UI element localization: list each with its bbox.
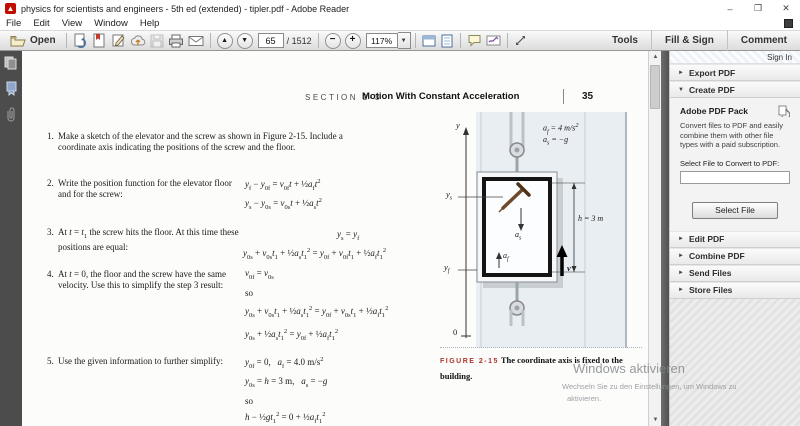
maximize-button[interactable]: ❐ [753, 3, 763, 13]
step-text: At t = 0, the floor and the screw have the same velocity. Use this to simplify the step 3 result: [58, 269, 227, 290]
section-send-files[interactable] [670, 265, 800, 282]
figure-label-v: v [567, 263, 571, 273]
send-files-button[interactable] [128, 32, 148, 49]
step-2 [47, 178, 240, 200]
pdf-page [22, 51, 648, 426]
cloud-upload-icon [130, 34, 146, 47]
task-pane-empty-area [670, 299, 800, 426]
zoom-out-button[interactable] [325, 33, 341, 49]
step-3 [47, 227, 244, 253]
envelope-icon [188, 35, 204, 47]
chevron-right-icon: ► [678, 236, 684, 242]
print-button[interactable] [166, 32, 186, 49]
step-number: 4. [47, 269, 54, 279]
chevron-down-icon: ▼ [652, 417, 659, 423]
bookmarks-button[interactable] [5, 81, 18, 96]
equation-connector: so [245, 288, 254, 298]
tab-fill-sign[interactable]: Fill & Sign [651, 30, 727, 51]
title-bar [0, 0, 800, 18]
figure-label-af-value: $a_f = 4$ $m/s^2$ [543, 122, 579, 136]
section-label: Send Files [688, 268, 732, 278]
create-pdf-button[interactable] [90, 32, 109, 49]
step-1 [47, 131, 380, 153]
figure-label-origin: 0 [453, 327, 458, 337]
restore-document-icon[interactable] [784, 19, 793, 28]
fill-sign-button[interactable] [109, 32, 128, 49]
section-combine-pdf[interactable] [670, 248, 800, 265]
pdf-pack-title: Adobe PDF Pack [680, 106, 749, 116]
header-divider [563, 89, 564, 104]
floppy-icon [150, 34, 164, 48]
fit-page-icon [440, 34, 454, 48]
tab-comment[interactable]: Comment [727, 30, 800, 51]
section-export-pdf[interactable] [670, 64, 800, 81]
page-number: 35 [582, 91, 594, 102]
step-number: 5. [47, 356, 54, 366]
navigation-pane-strip [0, 51, 22, 426]
step-5 [47, 356, 250, 367]
minimize-button[interactable]: – [727, 3, 733, 14]
section-create-pdf[interactable] [670, 81, 800, 98]
section-label: Export PDF [688, 67, 736, 78]
tools-task-pane [669, 51, 800, 426]
figure-label-as-value: $a_s = -g$ [543, 135, 569, 147]
fit-page-button[interactable] [438, 32, 456, 49]
figure-label-as: $a_s$ [515, 230, 522, 242]
figure-label-h: h = 3 m [578, 214, 604, 223]
pdf-pack-icon [777, 105, 790, 117]
section-edit-pdf[interactable] [670, 231, 800, 248]
page-number-input[interactable] [258, 33, 284, 48]
close-button[interactable]: ✕ [782, 3, 790, 13]
menu-window[interactable]: Window [94, 18, 128, 29]
step-text: Write the position function for the elevator floor and for the screw: [58, 178, 232, 199]
figure-caption-text: The coordinate axis is fixed to the building. [440, 355, 623, 381]
section-label: Create PDF [688, 84, 735, 95]
fit-width-button[interactable] [420, 32, 438, 49]
step-4 [47, 269, 240, 291]
figure-label-ys: $y_s$ [446, 189, 453, 202]
scrollbar-thumb[interactable] [650, 65, 660, 109]
equation: $v_{0f} = v_{0s}$ [245, 268, 274, 281]
menu-file[interactable]: File [6, 18, 22, 29]
section-store-files[interactable] [670, 282, 800, 299]
window-title: physics for scientists and engineers - 5th ed (extended) - tipler.pdf - Adobe Reader [21, 3, 350, 14]
figure-label-yf: $y_f$ [444, 262, 450, 275]
equation: $y_{0s}$ + $\frac{1}{2}a_st_1^2 = y_{0f}$ + $\frac{1}{2}a_ft_1^2$ [245, 328, 339, 342]
page-down-button[interactable] [237, 33, 253, 49]
section-label: Store Files [688, 285, 733, 295]
step-text: Use the given information to further simplify: [58, 356, 223, 366]
chevron-right-icon: ► [678, 253, 684, 259]
figure-caption-tag: FIGURE 2-15 [440, 358, 499, 365]
page-header [22, 91, 648, 105]
menu-view[interactable]: View [61, 18, 83, 29]
step-number: 2. [47, 178, 54, 188]
signature-icon [486, 34, 501, 47]
plus-icon: + [349, 34, 356, 45]
page-thumbnails-button[interactable] [4, 56, 18, 70]
section-label: SECTION 2-3 [305, 93, 382, 102]
create-pdf-panel [670, 98, 800, 231]
zoom-in-button[interactable] [345, 33, 361, 49]
figure-label-y: y [456, 120, 460, 130]
fullscreen-button[interactable] [512, 32, 529, 49]
convert-file-icon [73, 33, 88, 48]
convert-file-button[interactable] [71, 32, 90, 49]
figure-separator [440, 347, 642, 348]
page-up-button[interactable] [217, 33, 233, 49]
windows-activation-watermark: Windows aktivieren [573, 361, 685, 376]
convert-file-input[interactable] [680, 171, 790, 184]
pdf-pack-description: Convert files to PDF and easily combine them with other file types with a paid subscription. [680, 121, 783, 149]
printer-icon [168, 34, 184, 48]
figure-2-15-illustration [437, 110, 637, 355]
windows-activation-watermark-sub: aktivieren. [567, 394, 602, 403]
convert-field-label: Select File to Convert to PDF: [680, 158, 780, 168]
chevron-right-icon: ► [678, 270, 684, 276]
step-number: 3. [47, 227, 54, 237]
step-number: 1. [47, 131, 54, 141]
adobe-reader-app-icon: ▲ [6, 3, 15, 13]
equation: $y_{0s} = h = 3$ m, $a_s = -g$ [245, 376, 328, 389]
menu-edit[interactable]: Edit [33, 18, 50, 29]
equation: $y_s - y_{0s} = v_{0s}t$ + $\frac{1}{2}a_st^2$ [245, 197, 322, 211]
pen-document-icon [111, 33, 126, 48]
step-text: At $t = t_1$ the screw hits the floor. At this time these positions are equal: [58, 227, 239, 252]
fit-width-icon [422, 34, 436, 48]
speech-bubble-icon [467, 34, 482, 47]
equation: $y_{0s} + v_{0s}t_1$ + $\frac{1}{2}a_st_1^2 = y_{0f} + v_{0s}t_1$ + $\frac{1}{2}a_ft_1^2$ [245, 305, 389, 319]
comment-bubble-button[interactable] [465, 32, 484, 49]
page-total-label: / 1512 [286, 35, 312, 46]
equation: $h - \frac{1}{2}gt_1^2 = 0$ + $\frac{1}{2}a_ft_1^2$ [245, 411, 326, 425]
attachments-button[interactable] [5, 107, 17, 123]
step-text: Make a sketch of the elevator and the screw as shown in Figure 2-15. Include a coordinate axis indicating the positions of the screw and the floor. [58, 131, 343, 152]
chevron-right-icon: ► [678, 69, 684, 76]
menu-bar [0, 17, 800, 30]
chevron-down-icon: ▼ [400, 37, 407, 44]
section-label: Edit PDF [688, 234, 725, 244]
email-button[interactable] [186, 32, 206, 49]
create-pdf-icon [92, 33, 107, 48]
section-title: Motion With Constant Acceleration [362, 91, 520, 102]
main-toolbar [0, 30, 800, 51]
open-button[interactable] [4, 32, 62, 49]
arrow-up-icon: ▲ [221, 37, 229, 44]
open-label: Open [30, 35, 56, 46]
section-label: Combine PDF [688, 251, 745, 261]
equation: $y_f - y_{0f} = v_{0f}t$ + $\frac{1}{2}a_ft^2$ [245, 178, 321, 192]
signature-button[interactable] [484, 32, 503, 49]
figure-label-af: $a_f$ [503, 251, 509, 263]
save-button[interactable] [148, 32, 166, 49]
chevron-down-icon: ▼ [678, 86, 684, 93]
equation: $y_{0f} = 0$, $a_f = 4.0$ $m/s^2$ [245, 356, 324, 370]
chevron-up-icon: ▲ [652, 54, 659, 60]
equation-connector: so [245, 396, 254, 406]
sign-in-link[interactable]: Sign In [670, 51, 800, 64]
menu-help[interactable]: Help [139, 18, 160, 29]
zoom-level-box[interactable]: 117% [366, 33, 398, 48]
arrow-down-icon: ▼ [241, 37, 249, 44]
zoom-dropdown-button[interactable] [398, 32, 411, 49]
windows-activation-watermark-sub: Wechseln Sie zu den Einstellungen, um Windows zu [562, 382, 737, 391]
minus-icon: − [329, 34, 336, 45]
folder-icon [10, 35, 26, 47]
fullscreen-icon [514, 34, 527, 47]
equation: $y_{0s} + v_{0s}t_1$ + $\frac{1}{2}a_st_1^2 = y_{0f} + v_{0f}t_1$ + $\frac{1}{2}a_ft_1^2$ [243, 247, 387, 261]
equation: $y_s = y_f$ [337, 229, 360, 242]
tab-tools[interactable]: Tools [612, 35, 638, 46]
select-file-button[interactable]: Select File [692, 202, 778, 219]
chevron-right-icon: ► [678, 287, 684, 293]
